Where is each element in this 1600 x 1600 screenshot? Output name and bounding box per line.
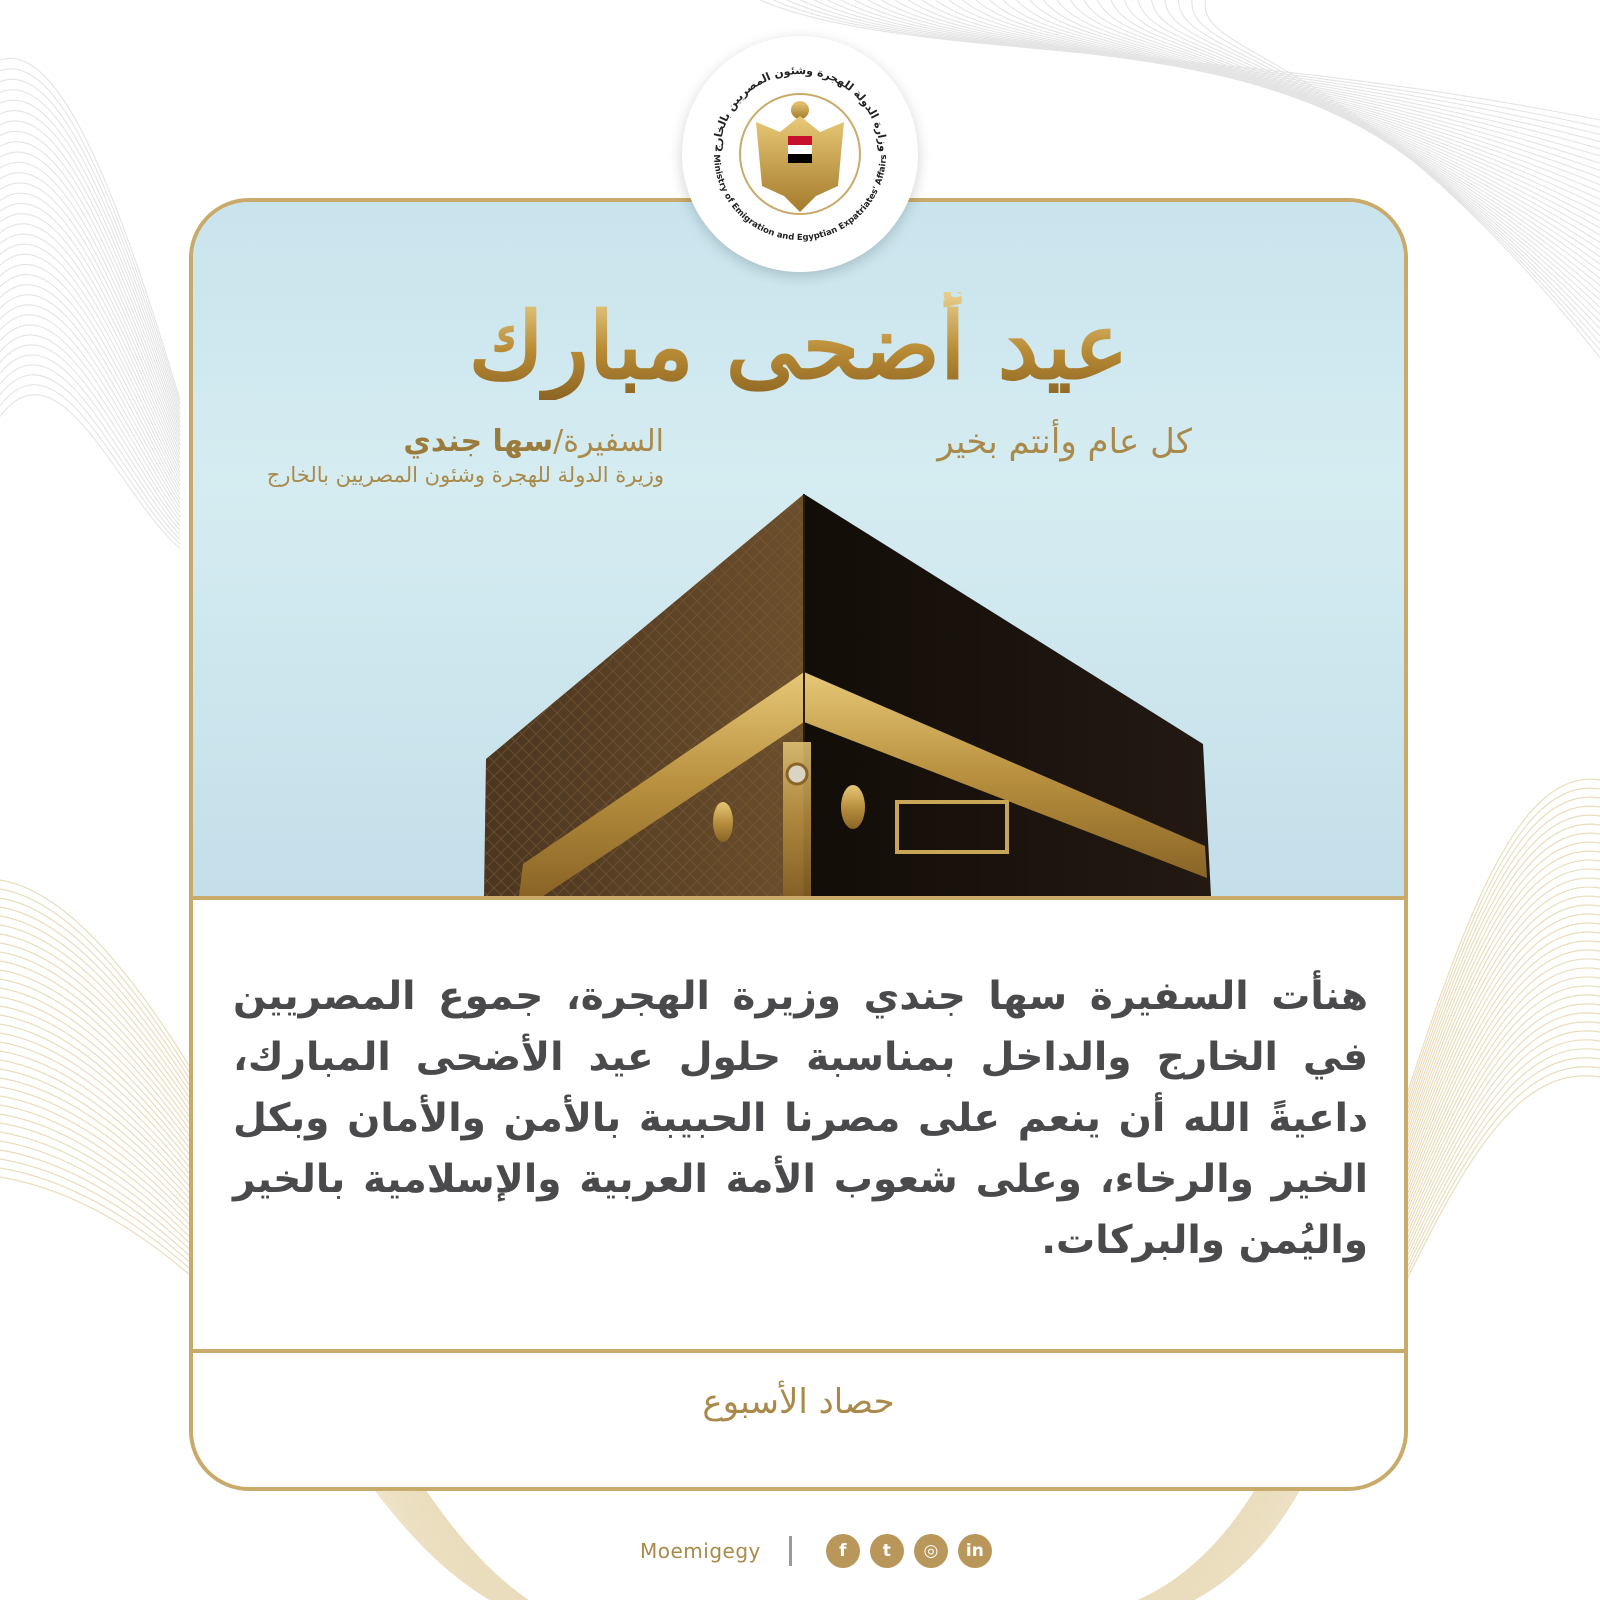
twitter-icon[interactable]: t — [870, 1534, 904, 1568]
wave-line — [814, 0, 1600, 149]
social-handle[interactable]: Moemigegy — [640, 1539, 761, 1563]
wave-line — [0, 142, 180, 436]
post-card — [189, 198, 1408, 1491]
wave-line — [855, 0, 1600, 170]
egypt-eagle-emblem-icon — [682, 36, 918, 272]
signer-name-line — [204, 424, 664, 459]
footer-divider — [193, 1349, 1404, 1353]
greeting-line: كل عام وأنتم بخير — [937, 422, 1192, 462]
wave-line — [0, 385, 180, 544]
wave-line — [0, 69, 180, 405]
hero-divider — [193, 896, 1404, 900]
wave-line — [0, 152, 180, 440]
wave-line — [0, 58, 180, 400]
ministry-logo — [682, 36, 918, 272]
logo-english-ring: Ministry of Emigration and Egyptian Expatriates' Affairs — [710, 154, 890, 244]
signer-block — [204, 424, 664, 487]
logo-arabic-ring: وزارة الدولة للهجرة وشئون المصريين بالخارج — [709, 63, 891, 153]
signer-role: وزيرة الدولة للهجرة وشئون المصريين بالخارج — [266, 463, 664, 487]
announcement-text: هنأت السفيرة سها جندي وزيرة الهجرة، جموع المصريين في الخارج والداخل بمناسبة حلول عيد الأضحى المبارك، داعيةً الله أن ينعم على مصرنا الحبيبة بالأمن والأمان وبكل الخير والرخاء، وعلى شعوب الأمة العربية والإسلامية بالخير واليُمن والبركات. — [233, 974, 1368, 1263]
wave-line — [0, 285, 180, 499]
hero-image-area — [193, 202, 1404, 896]
instagram-icon[interactable]: ◎ — [914, 1534, 948, 1568]
wave-line — [963, 0, 1600, 228]
facebook-icon[interactable]: f — [826, 1534, 860, 1568]
wave-line — [0, 275, 180, 495]
wave-line — [0, 131, 180, 431]
signer-name: سها جندي — [403, 424, 554, 459]
wave-line — [868, 0, 1600, 178]
wave-line — [895, 0, 1600, 192]
signer-title-prefix: السفيرة/ — [553, 424, 664, 459]
wave-line — [949, 0, 1600, 221]
social-bar — [640, 1531, 992, 1571]
eid-greeting-title: عيد أضحى مبارك — [193, 292, 1404, 400]
linkedin-icon[interactable]: in — [958, 1534, 992, 1568]
social-separator — [789, 1536, 792, 1566]
footer-label: حصاد الأسبوع — [702, 1382, 895, 1422]
wave-line — [0, 395, 180, 549]
